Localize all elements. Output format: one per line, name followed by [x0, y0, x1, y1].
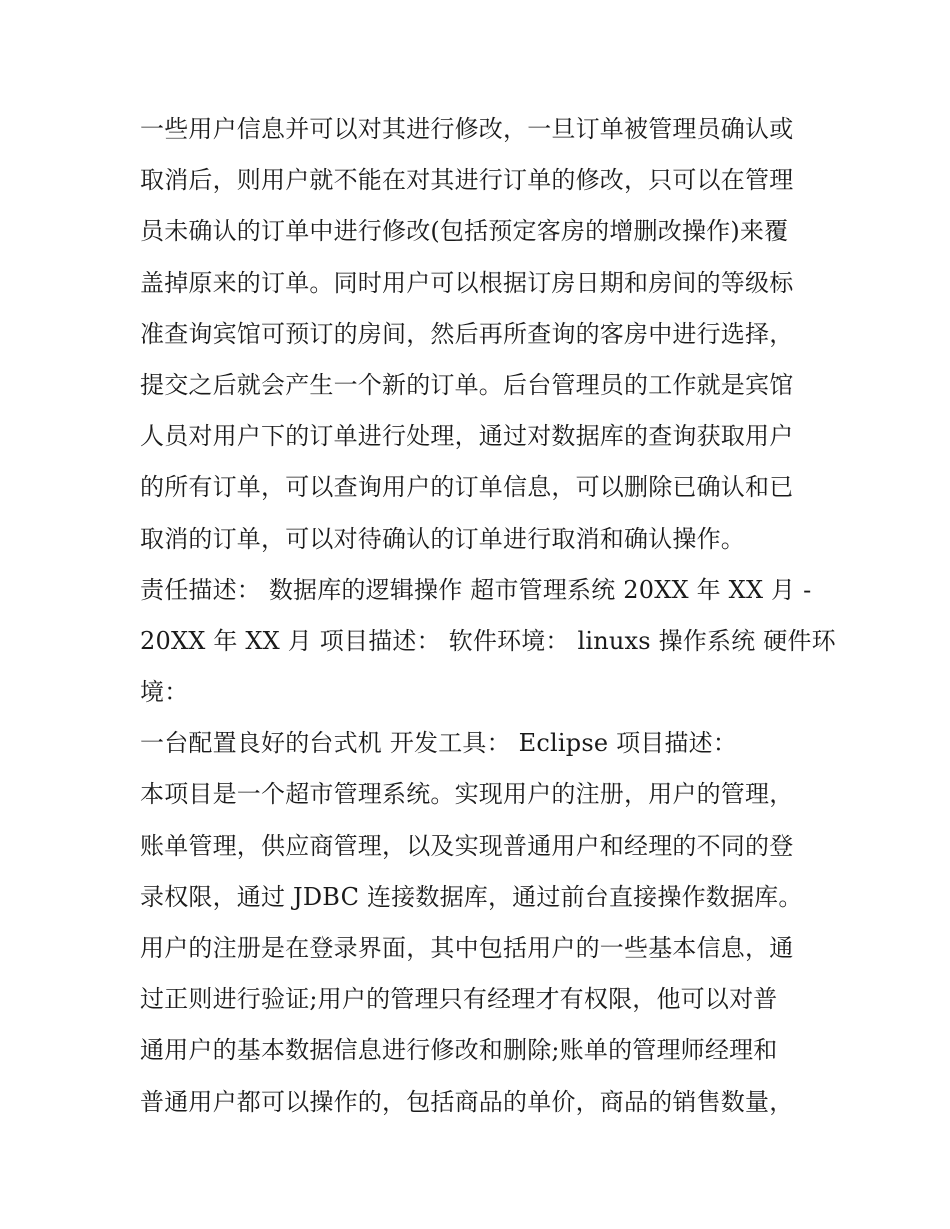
text-line: 过正则进行验证;用户的管理只有经理才有权限，他可以对普	[140, 985, 778, 1014]
text-line: 责任描述： 数据库的逻辑操作 超市管理系统 20XX 年 XX 月 -	[140, 575, 812, 604]
text-line: 录权限，通过 JDBC 连接数据库，通过前台直接操作数据库。	[140, 882, 803, 911]
text-line: 20XX 年 XX 月 项目描述： 软件环境： linuxs 操作系统 硬件环	[140, 626, 836, 655]
text-line: 提交之后就会产生一个新的订单。后台管理员的工作就是宾馆	[140, 370, 794, 399]
text-line: 账单管理，供应商管理，以及实现普通用户和经理的不同的登	[140, 831, 794, 860]
text-line: 员未确认的订单中进行修改(包括预定客房的增删改操作)来覆	[140, 217, 789, 246]
text-line: 盖掉原来的订单。同时用户可以根据订房日期和房间的等级标	[140, 268, 794, 297]
text-line: 通用户的基本数据信息进行修改和删除;账单的管理师经理和	[140, 1036, 778, 1065]
text-line: 的所有订单，可以查询用户的订单信息，可以删除已确认和已	[140, 473, 794, 502]
text-line: 用户的注册是在登录界面，其中包括用户的一些基本信息，通	[140, 934, 794, 962]
document-body	[140, 104, 836, 1128]
text-line: 取消的订单，可以对待确认的订单进行取消和确认操作。	[140, 524, 745, 553]
text-line: 本项目是一个超市管理系统。实现用户的注册，用户的管理，	[140, 780, 794, 809]
text-line: 一台配置良好的台式机 开发工具： Eclipse 项目描述：	[140, 729, 738, 758]
text-line: 准查询宾馆可预订的房间，然后再所查询的客房中进行选择，	[140, 319, 794, 348]
text-line: 普通用户都可以操作的，包括商品的单价，商品的销售数量，	[140, 1087, 794, 1116]
text-line: 取消后，则用户就不能在对其进行订单的修改，只可以在管理	[140, 166, 794, 195]
text-line: 境：	[140, 678, 189, 707]
text-line: 一些用户信息并可以对其进行修改，一旦订单被管理员确认或	[140, 115, 794, 143]
text-line: 人员对用户下的订单进行处理，通过对数据库的查询获取用户	[140, 422, 794, 451]
